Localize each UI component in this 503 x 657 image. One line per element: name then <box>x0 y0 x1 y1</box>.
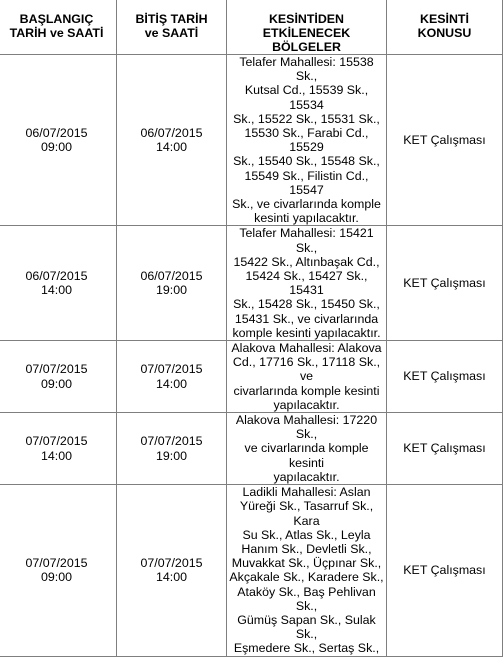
start-time: 09:00 <box>40 140 72 155</box>
area-line: Telafer Mahallesi: 15421 Sk., <box>239 226 374 255</box>
area-line: Su Sk., Atlas Sk., Leyla <box>242 527 371 542</box>
end-time: 19:00 <box>155 283 187 298</box>
start-time: 14:00 <box>40 283 72 298</box>
area-line: 15549 Sk., Filistin Cd., 15547 <box>244 168 369 197</box>
start-date: 06/07/2015 <box>25 126 88 141</box>
start-time: 14:00 <box>40 448 72 463</box>
end-cell <box>117 55 227 226</box>
header-end <box>117 0 227 55</box>
start-time: 09:00 <box>40 570 72 585</box>
area-line: ve civarlarında komple kesinti <box>244 441 369 470</box>
area-line: Kutsal Cd., 15539 Sk., 15534 <box>244 83 369 112</box>
area-line: Yüreği Sk., Tasarruf Sk., Kara <box>239 499 374 528</box>
end-cell <box>117 413 227 485</box>
header-area <box>227 0 387 55</box>
header-area-line-2: BÖLGELER <box>272 40 341 54</box>
area-line: kesinti yapılacaktır. <box>254 211 359 226</box>
area-line: Sk., 15428 Sk., 15450 Sk., <box>233 297 380 312</box>
area-cell <box>227 413 387 485</box>
area-line: Sk., 15522 Sk., 15531 Sk., <box>233 111 380 126</box>
topic-cell: KET Çalışması <box>387 413 503 485</box>
end-date: 06/07/2015 <box>140 126 203 141</box>
end-time: 14:00 <box>155 570 187 585</box>
header-topic <box>387 0 503 55</box>
area-line: 15530 Sk., Farabi Cd., 15529 <box>244 126 369 155</box>
table-row <box>0 485 503 656</box>
end-date: 07/07/2015 <box>140 434 203 449</box>
area-line: Eşmedere Sk., Sertaş Sk., <box>233 641 380 656</box>
start-time: 09:00 <box>40 376 72 391</box>
area-line: Telafer Mahallesi: 15538 Sk., <box>239 55 374 84</box>
header-end-line-1: BİTİŞ TARİH <box>135 12 208 26</box>
area-cell <box>227 341 387 413</box>
table-row <box>0 55 503 226</box>
header-end-line-2: ve SAATİ <box>144 26 199 40</box>
area-line: Hanım Sk., Devletli Sk., <box>241 541 372 556</box>
area-cell <box>227 55 387 226</box>
topic-cell: KET Çalışması <box>387 485 503 656</box>
topic-cell: KET Çalışması <box>387 226 503 341</box>
area-cell <box>227 485 387 656</box>
topic-cell: KET Çalışması <box>387 341 503 413</box>
topic-cell: KET Çalışması <box>387 55 503 226</box>
end-cell <box>117 485 227 656</box>
area-line: civarlarında komple kesinti <box>233 383 380 398</box>
header-topic-line-2: KONUSU <box>417 26 472 40</box>
area-line: Sk., 15540 Sk., 15548 Sk., <box>233 154 380 169</box>
start-date: 06/07/2015 <box>25 269 88 284</box>
end-cell <box>117 341 227 413</box>
area-line: komple kesinti yapılacaktır. <box>232 325 381 340</box>
area-line: Alakova Mahallesi: 17220 Sk., <box>235 413 378 442</box>
header-start-line-2: TARİH ve SAATİ <box>9 26 104 40</box>
start-cell <box>0 485 117 656</box>
end-time: 14:00 <box>155 376 187 391</box>
header-start-line-1: BAŞLANGIÇ <box>19 12 94 26</box>
start-cell <box>0 341 117 413</box>
table-row <box>0 341 503 413</box>
area-line: 15424 Sk., 15427 Sk., 15431 <box>245 269 368 298</box>
end-time: 19:00 <box>155 448 187 463</box>
area-line: yapılacaktır. <box>273 397 340 412</box>
table-header-row <box>0 0 503 55</box>
area-line: Ataköy Sk., Baş Pehlivan Sk., <box>237 584 376 613</box>
end-date: 07/07/2015 <box>140 556 203 571</box>
start-date: 07/07/2015 <box>25 556 88 571</box>
start-cell <box>0 226 117 341</box>
area-line: Gümüş Sapan Sk., Sulak Sk., <box>237 612 376 642</box>
header-area-line-1: KESİNTİDEN ETKİLENECEK <box>262 12 351 40</box>
table-row <box>0 413 503 485</box>
area-line: 15431 Sk., ve civarlarında <box>234 311 379 326</box>
area-line: Cd., 17716 Sk., 17118 Sk., ve <box>232 355 381 384</box>
header-topic-line-1: KESİNTİ <box>420 12 469 26</box>
area-line: Muvakkat Sk., Üçpınar Sk., <box>231 556 382 571</box>
area-line: 15422 Sk., Altınbaşak Cd., <box>233 254 380 269</box>
end-time: 14:00 <box>155 140 187 155</box>
end-date: 06/07/2015 <box>140 269 203 284</box>
start-cell <box>0 55 117 226</box>
area-line: Alakova Mahallesi: Alakova <box>231 341 382 356</box>
table-row <box>0 226 503 341</box>
area-cell <box>227 226 387 341</box>
end-cell <box>117 226 227 341</box>
start-date: 07/07/2015 <box>25 434 88 449</box>
area-line: Ladikli Mahallesi: Aslan <box>242 485 371 500</box>
area-line: Sk., ve civarlarında komple <box>232 197 381 212</box>
area-line: Akçakale Sk., Karadere Sk., <box>229 570 384 585</box>
header-start <box>0 0 117 55</box>
end-date: 07/07/2015 <box>140 362 203 377</box>
area-line: yapılacaktır. <box>273 469 340 484</box>
start-date: 07/07/2015 <box>25 362 88 377</box>
start-cell <box>0 413 117 485</box>
